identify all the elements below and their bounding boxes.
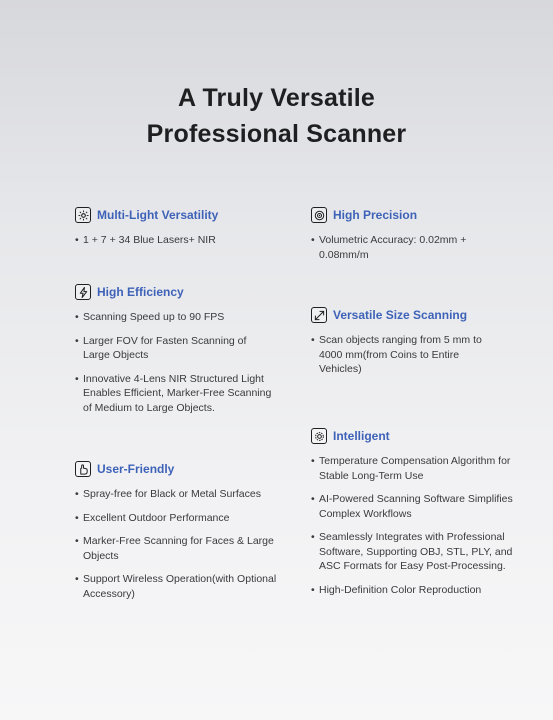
hand-icon [75,461,91,477]
feature-list [75,487,280,601]
section-title: High Precision [333,208,418,222]
section-high-efficiency [75,282,275,424]
gear-chip-icon [311,428,327,444]
list-item: • High-Definition Color Reproduction [311,583,516,598]
list-item: • AI-Powered Scanning Software Simplifies Complex Workflows [311,492,516,521]
list-item: • Larger FOV for Fasten Scanning of Large Objects [75,334,275,363]
section-versatile-size [311,305,486,386]
feature-list [75,310,275,415]
page-title [0,80,553,152]
resize-arrows-icon [311,307,327,323]
feature-list [311,454,516,597]
title-line-2: Professional Scanner [146,120,407,148]
list-item: • Scan objects ranging from 5 mm to 4000 mm(from Coins to Entire Vehicles) [311,333,486,377]
list-item: • Excellent Outdoor Performance [75,511,280,526]
list-item: • Marker-Free Scanning for Faces & Large Objects [75,534,280,563]
list-item: • 1 + 7 + 34 Blue Lasers+ NIR [75,233,305,248]
lightning-icon [75,284,91,300]
list-item: • Scanning Speed up to 90 FPS [75,310,275,325]
list-item: • Temperature Compensation Algorithm for Stable Long-Term Use [311,454,516,483]
list-item: • Volumetric Accuracy: 0.02mm + 0.08mm/m [311,233,511,262]
list-item: • Support Wireless Operation(with Optional Accessory) [75,572,280,601]
list-item: • Spray-free for Black or Metal Surfaces [75,487,280,502]
section-title: User-Friendly [97,462,175,476]
section-high-precision [311,205,511,271]
feature-list [311,233,511,262]
sun-light-icon [75,207,91,223]
section-title: High Efficiency [97,285,184,299]
section-user-friendly [75,459,280,610]
feature-list [75,233,305,248]
section-intelligent [311,426,516,606]
section-title: Intelligent [333,429,390,443]
list-item: • Seamlessly Integrates with Professional Software, Supporting OBJ, STL, PLY, and ASC Formats for Easy Post-Processing. [311,530,516,574]
section-multi-light [75,205,305,257]
title-line-1: A Truly Versatile [177,84,376,112]
section-title: Versatile Size Scanning [333,308,468,322]
list-item: • Innovative 4-Lens NIR Structured Light Enables Efficient, Marker-Free Scanning of Medium to Large Objects. [75,372,275,416]
target-icon [311,207,327,223]
feature-list [311,333,486,377]
section-title: Multi-Light Versatility [97,208,219,222]
